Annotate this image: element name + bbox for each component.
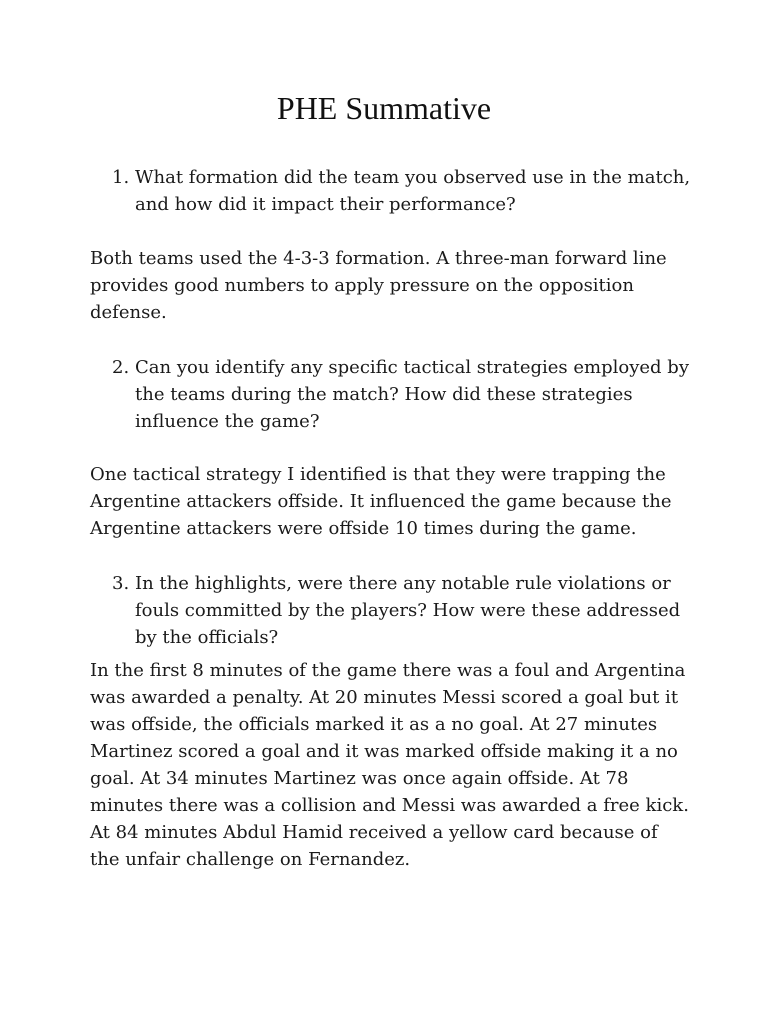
answer-2: One tactical strategy I identified is that they were trapping the Argentine attackers offside. It influenced the game because the Argentine attackers were offside 10 times during the game. [90,464,672,539]
question-2 [90,354,690,438]
question-1 [90,164,690,220]
question-text: In the highlights, were there any notable rule violations or fouls committed by the players? How were these addressed by the officials? [135,573,681,648]
question-number: 3. [112,573,130,594]
question-number: 1. [112,167,130,188]
question-text: Can you identify any specific tactical strategies employed by the teams during the match? How did these strategies influence the game? [135,357,689,432]
answer-3: In the first 8 minutes of the game there was a foul and Argentina was awarded a penalty. At 20 minutes Messi scored a goal but it was offside, the officials marked it as a no goal. At 27 minutes Martinez scored a goal and it was marked offside making it a no goal. At 34 minutes Martinez was once again offside. At 78 minutes there was a collision and Messi was awarded a free kick. At 84 minutes Abdul Hamid received a yellow card because of the unfair challenge on Fernandez. [90,660,689,870]
question-text: What formation did the team you observed use in the match, and how did it impact their performance? [135,167,691,215]
document-title: PHE Summative [276,90,492,126]
question-number: 2. [112,357,130,378]
answer-1: Both teams used the 4-3-3 formation. A three-man forward line provides good numbers to apply pressure on the opposition defense. [90,248,667,323]
question-3 [90,570,690,654]
